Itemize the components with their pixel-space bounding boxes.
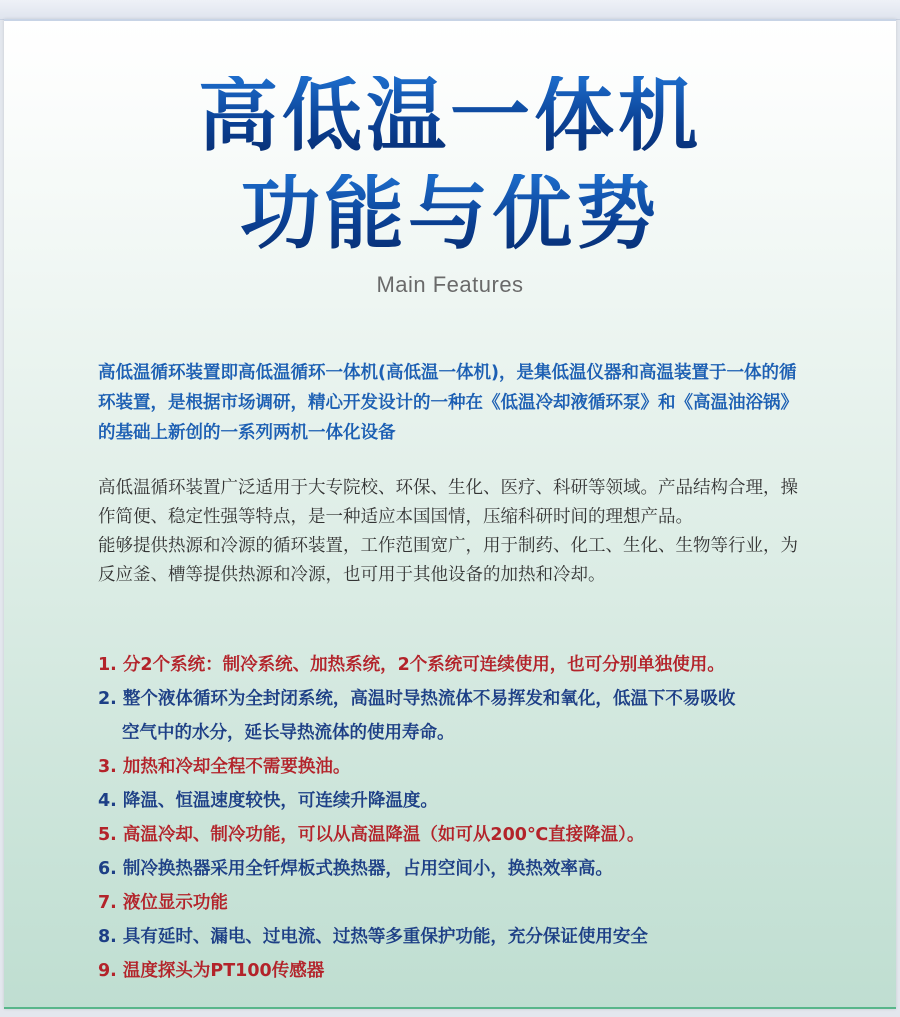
description-paragraph-1: 高低温循环装置广泛适用于大专院校、环保、生化、医疗、科研等领域。产品结构合理，操作简便、稳定性强等特点，是一种适应本国国情，压缩科研时间的理想产品。 <box>98 478 798 527</box>
feature-item-9 <box>98 954 818 988</box>
feature-text: 6. 制冷换热器采用全钎焊板式换热器，占用空间小，换热效率高。 <box>98 859 613 879</box>
feature-item-5 <box>98 818 818 852</box>
feature-item-3 <box>98 750 818 784</box>
feature-item-8 <box>98 920 818 954</box>
feature-text: 3. 加热和冷却全程不需要换油。 <box>98 757 351 777</box>
feature-item-4 <box>98 784 818 818</box>
top-strip <box>0 0 900 20</box>
feature-item-1 <box>98 648 818 682</box>
page-subtitle: Main Features <box>376 272 524 297</box>
intro-paragraph: 高低温循环装置即高低温循环一体机(高低温一体机)，是集低温仪器和高温装置于一体的循环装置，是根据市场调研，精心开发设计的一种在《低温冷却液循环泵》和《高温油浴锅》的基础上新创的一系列两机一体化设备 <box>98 363 798 443</box>
page-title-line-1: 高低温一体机 <box>0 76 900 156</box>
feature-item-6 <box>98 852 818 886</box>
feature-item-7 <box>98 886 818 920</box>
page-title-line-2: 功能与优势 <box>0 174 900 254</box>
description-block <box>98 474 810 590</box>
feature-text: 1. 分2个系统：制冷系统、加热系统，2个系统可连续使用，也可分别单独使用。 <box>98 655 725 675</box>
feature-list <box>98 648 818 988</box>
feature-text-continued: 空气中的水分，延长导热流体的使用寿命。 <box>122 723 455 743</box>
feature-text: 8. 具有延时、漏电、过电流、过热等多重保护功能，充分保证使用安全 <box>98 927 648 947</box>
feature-text: 5. 高温冷却、制冷功能，可以从高温降温（如可从200℃直接降温）。 <box>98 825 645 845</box>
feature-text: 2. 整个液体循环为全封闭系统，高温时导热流体不易挥发和氧化，低温下不易吸收 <box>98 689 736 709</box>
description-paragraph-2: 能够提供热源和冷源的循环装置，工作范围宽广，用于制药、化工、生化、生物等行业，为反应釜、槽等提供热源和冷源，也可用于其他设备的加热和冷却。 <box>98 536 798 585</box>
feature-text: 9. 温度探头为PT100传感器 <box>98 961 325 981</box>
feature-text: 7. 液位显示功能 <box>98 893 228 913</box>
feature-item-2 <box>98 682 818 750</box>
feature-text: 4. 降温、恒温速度较快，可连续升降温度。 <box>98 791 438 811</box>
